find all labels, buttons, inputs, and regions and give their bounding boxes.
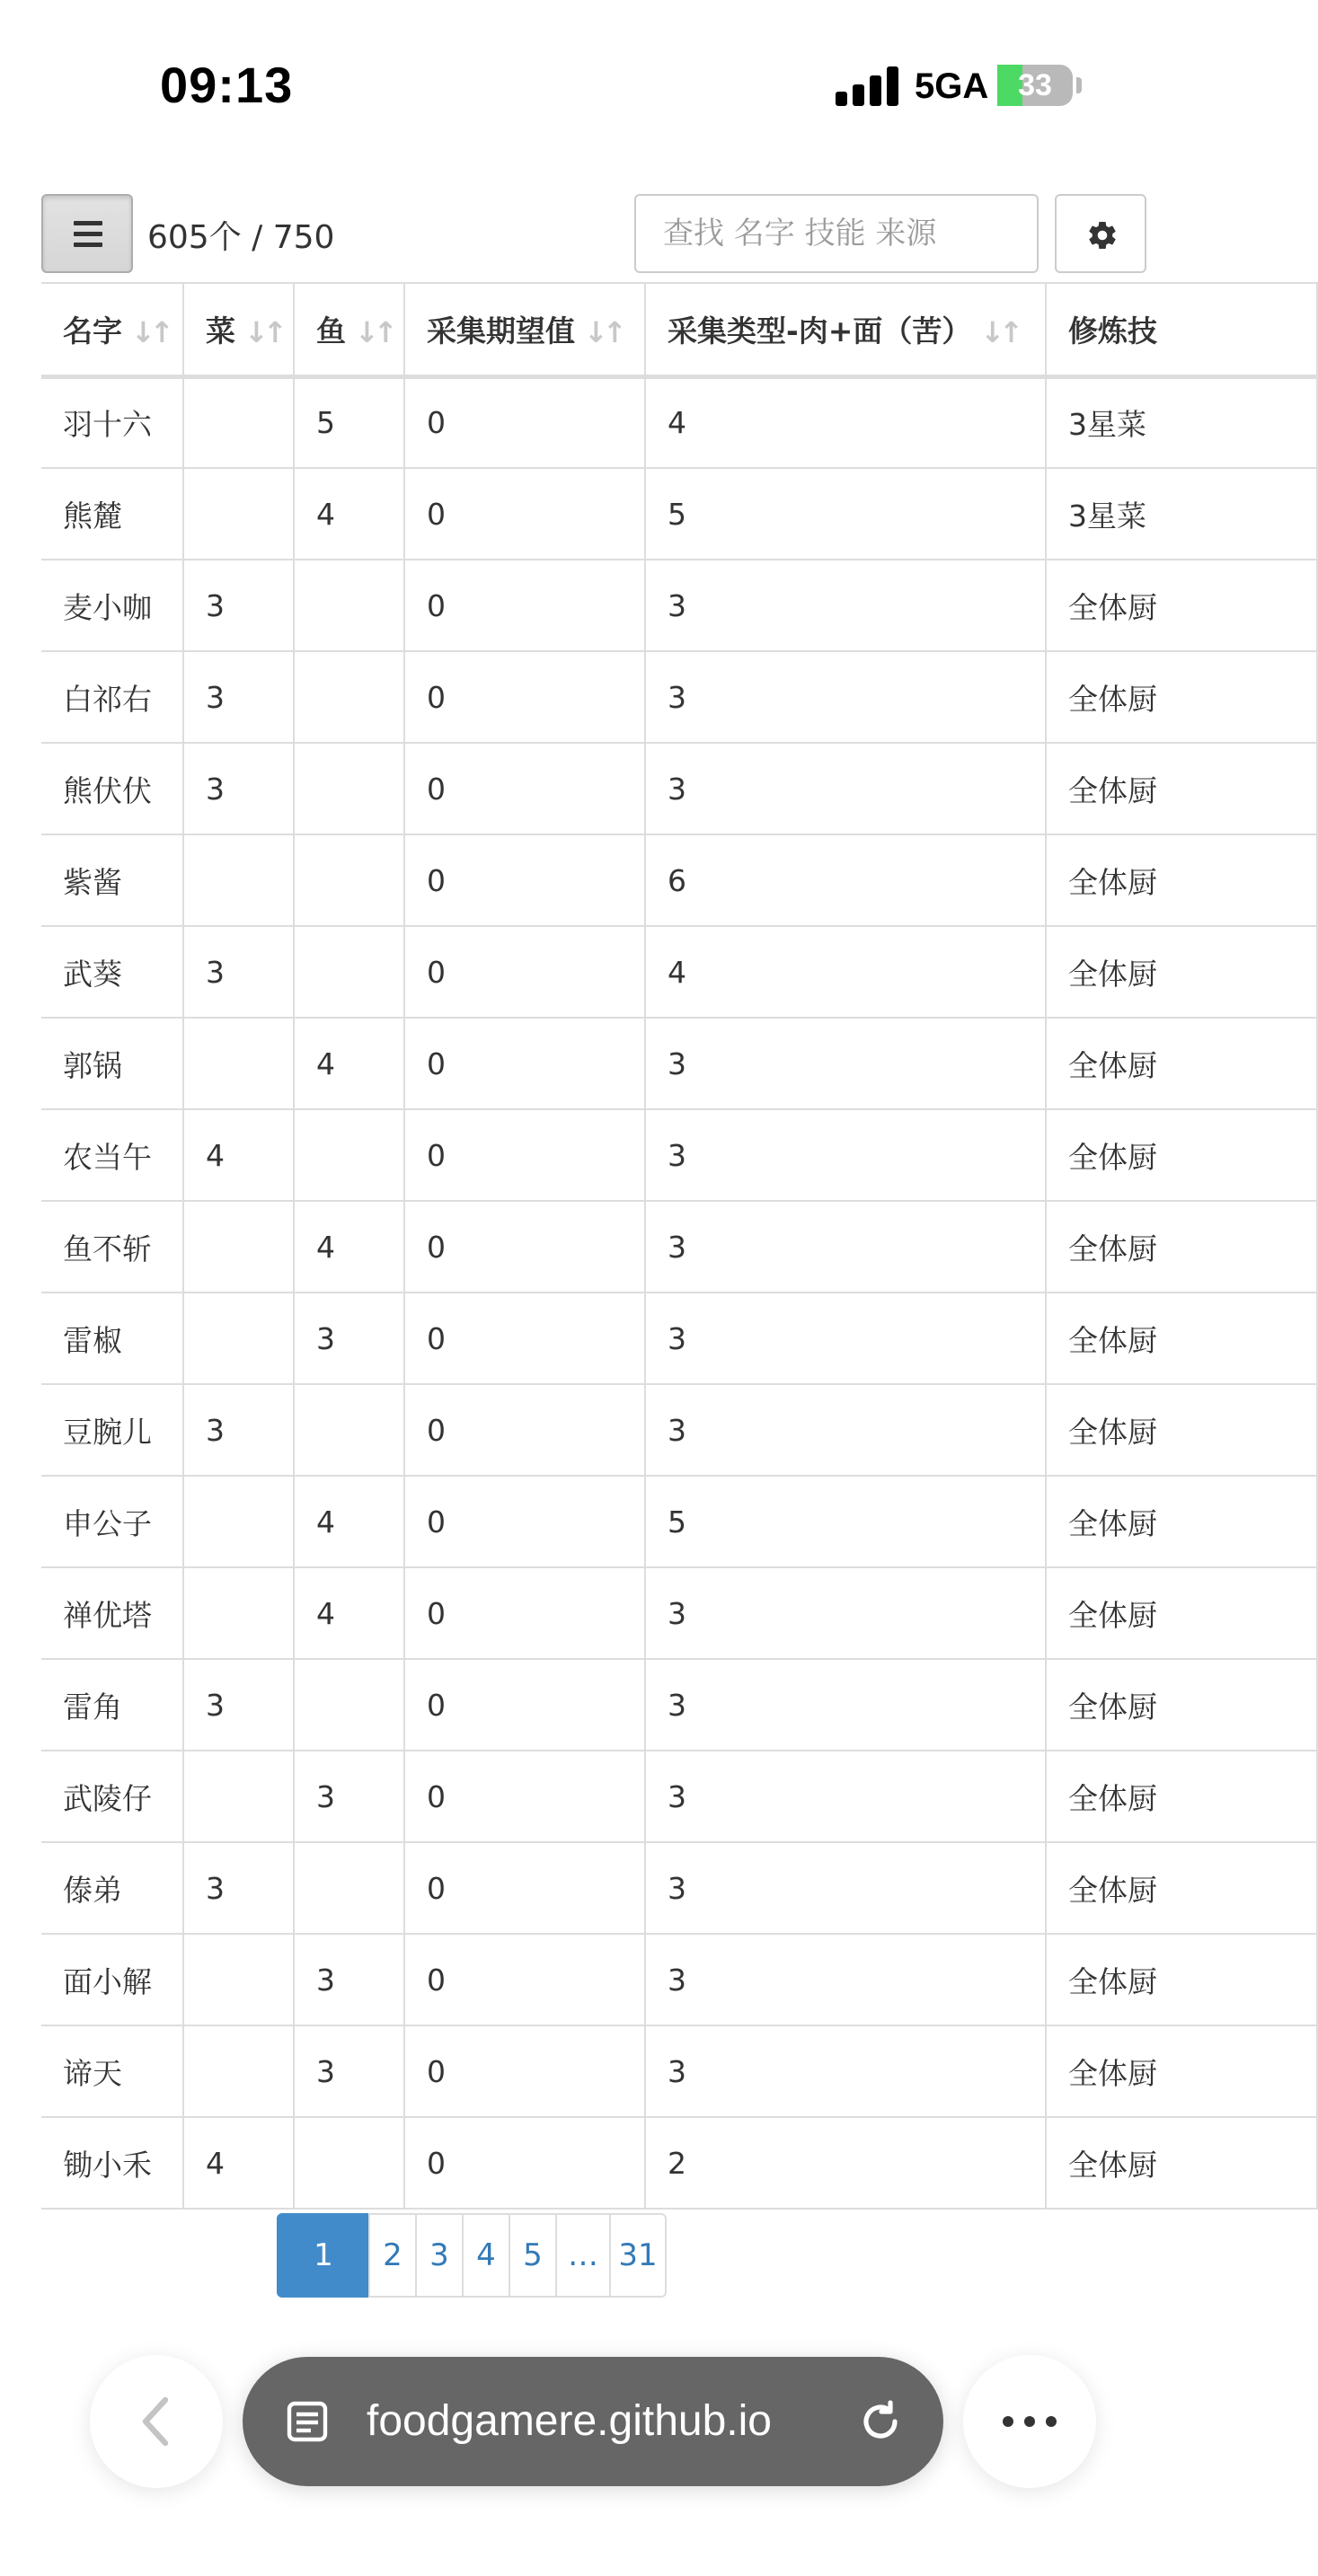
table-body	[41, 376, 1317, 2209]
page-button-2[interactable]: 2	[368, 2213, 417, 2298]
table-cell: 3	[294, 1934, 404, 2025]
table-row[interactable]	[41, 1934, 1317, 2025]
cell-name: 锄小禾	[41, 2117, 183, 2209]
table-cell: 3	[645, 1659, 1046, 1751]
table-cell	[294, 651, 404, 743]
page-button-31[interactable]: 31	[609, 2213, 667, 2298]
table-row[interactable]	[41, 1567, 1317, 1659]
table-cell	[183, 1934, 294, 2025]
table-row[interactable]	[41, 926, 1317, 1018]
table-header-row	[41, 283, 1317, 376]
table-cell: 3	[645, 2025, 1046, 2117]
table-cell: 0	[404, 1751, 645, 1842]
table-cell: 0	[404, 1659, 645, 1751]
table-row[interactable]	[41, 834, 1317, 926]
network-label: 5GA	[915, 66, 989, 106]
cell-name: 申公子	[41, 1476, 183, 1567]
column-header-label: 菜	[206, 313, 235, 348]
cell-name: 豆腕儿	[41, 1384, 183, 1476]
column-header-training-skill[interactable]	[1046, 283, 1317, 376]
column-header-label: 名字	[63, 313, 122, 348]
table-cell: 3	[645, 1384, 1046, 1476]
table-cell: 4	[294, 1201, 404, 1292]
reload-icon[interactable]	[855, 2396, 906, 2447]
menu-button[interactable]	[41, 194, 133, 273]
cell-name: 农当午	[41, 1109, 183, 1201]
table-cell: 3	[183, 743, 294, 834]
table-cell	[294, 2117, 404, 2209]
table-cell: 3	[645, 1751, 1046, 1842]
table-cell: 全体厨	[1046, 2117, 1317, 2209]
table-row[interactable]	[41, 468, 1317, 560]
table-cell	[183, 1201, 294, 1292]
table-cell: 全体厨	[1046, 1842, 1317, 1934]
column-header-fish[interactable]	[294, 283, 404, 376]
cell-name: 白祁右	[41, 651, 183, 743]
status-time: 09:13	[160, 57, 294, 113]
pagination-ellipsis: …	[555, 2213, 611, 2298]
gear-icon	[1086, 219, 1119, 251]
table-cell: 3	[645, 651, 1046, 743]
table-cell: 4	[645, 376, 1046, 468]
table-cell	[294, 743, 404, 834]
status-bar	[0, 0, 1186, 171]
column-header-name[interactable]	[41, 283, 183, 376]
table-row[interactable]	[41, 560, 1317, 651]
table-cell: 0	[404, 1842, 645, 1934]
table-row[interactable]	[41, 1292, 1317, 1384]
hamburger-menu-icon	[74, 221, 102, 248]
table-cell: 4	[294, 468, 404, 560]
table-cell: 3	[183, 651, 294, 743]
table-cell: 0	[404, 560, 645, 651]
chef-table	[41, 282, 1318, 2210]
table-cell: 全体厨	[1046, 1934, 1317, 2025]
table-cell: 0	[404, 376, 645, 468]
table-cell: 4	[294, 1018, 404, 1109]
table-row[interactable]	[41, 1109, 1317, 1201]
cell-name: 禅优塔	[41, 1567, 183, 1659]
table-cell: 0	[404, 1292, 645, 1384]
cell-name: 熊麓	[41, 468, 183, 560]
table-cell	[183, 2025, 294, 2117]
table-cell: 全体厨	[1046, 560, 1317, 651]
cell-name: 武陵仔	[41, 1751, 183, 1842]
signal-icon	[836, 66, 900, 106]
table-cell: 0	[404, 1109, 645, 1201]
table-cell: 全体厨	[1046, 834, 1317, 926]
page-button-1[interactable]: 1	[277, 2213, 370, 2298]
result-count: 605个 / 750	[147, 219, 335, 256]
more-dots-icon	[1003, 2416, 1057, 2427]
cell-name: 麦小咖	[41, 560, 183, 651]
sort-icon: ↓↑	[584, 315, 622, 350]
table-cell: 全体厨	[1046, 651, 1317, 743]
table-cell: 全体厨	[1046, 1292, 1317, 1384]
column-header-label: 修炼技	[1068, 313, 1157, 348]
url-bar[interactable]	[243, 2357, 943, 2486]
table-cell	[183, 468, 294, 560]
table-cell: 3	[183, 1659, 294, 1751]
table-row[interactable]	[41, 1842, 1317, 1934]
table-cell: 3	[645, 1934, 1046, 2025]
column-header-label: 鱼	[316, 313, 346, 348]
table-cell	[294, 1109, 404, 1201]
table-cell: 0	[404, 834, 645, 926]
battery-icon	[997, 65, 1073, 106]
url-text: foodgamere.github.io	[367, 2397, 772, 2445]
column-header-label: 采集期望值	[427, 313, 575, 348]
table-cell	[183, 1567, 294, 1659]
cell-name: 熊伏伏	[41, 743, 183, 834]
table-cell	[183, 1292, 294, 1384]
sort-icon: ↓↑	[355, 315, 393, 350]
table-cell: 5	[645, 1476, 1046, 1567]
table-cell: 3	[183, 1384, 294, 1476]
table-cell: 3	[645, 1567, 1046, 1659]
cell-name: 紫酱	[41, 834, 183, 926]
table-cell: 3	[183, 560, 294, 651]
sort-icon: ↓↑	[980, 315, 1018, 350]
table-cell	[294, 926, 404, 1018]
reader-icon	[284, 2398, 331, 2445]
table-row[interactable]	[41, 1384, 1317, 1476]
table-cell: 全体厨	[1046, 1567, 1317, 1659]
table-cell: 3星菜	[1046, 468, 1317, 560]
table-cell: 3	[645, 743, 1046, 834]
cell-name: 面小解	[41, 1934, 183, 2025]
table-cell: 3	[294, 1292, 404, 1384]
table-cell	[294, 834, 404, 926]
table-cell: 0	[404, 1201, 645, 1292]
page-button-3[interactable]: 3	[415, 2213, 464, 2298]
chevron-left-icon	[131, 2395, 181, 2448]
table-cell: 0	[404, 1018, 645, 1109]
column-header-label: 采集类型-肉+面（苦）	[668, 313, 972, 348]
table-cell: 2	[645, 2117, 1046, 2209]
table-cell: 3	[294, 1751, 404, 1842]
table-cell: 0	[404, 1567, 645, 1659]
table-row[interactable]	[41, 1476, 1317, 1567]
table-cell: 全体厨	[1046, 1384, 1317, 1476]
table-cell: 3	[183, 1842, 294, 1934]
table-cell: 0	[404, 743, 645, 834]
table-cell	[294, 1384, 404, 1476]
table-cell: 3	[645, 1201, 1046, 1292]
search-input[interactable]	[634, 194, 1039, 273]
page-button-5[interactable]: 5	[509, 2213, 557, 2298]
table-row[interactable]	[41, 743, 1317, 834]
settings-button[interactable]	[1055, 194, 1146, 273]
table-row[interactable]	[41, 1659, 1317, 1751]
more-button[interactable]	[963, 2355, 1096, 2488]
table-cell: 全体厨	[1046, 926, 1317, 1018]
table-cell: 0	[404, 2025, 645, 2117]
table-cell: 3	[183, 926, 294, 1018]
table-cell	[183, 834, 294, 926]
pagination	[277, 2213, 667, 2298]
table-cell: 6	[645, 834, 1046, 926]
table-cell	[183, 1751, 294, 1842]
sort-icon: ↓↑	[244, 315, 282, 350]
cell-name: 郭锅	[41, 1018, 183, 1109]
cell-name: 雷椒	[41, 1292, 183, 1384]
cell-name: 傣弟	[41, 1842, 183, 1934]
table-cell: 全体厨	[1046, 1751, 1317, 1842]
table-cell: 0	[404, 651, 645, 743]
table-cell: 4	[294, 1476, 404, 1567]
table-cell: 0	[404, 468, 645, 560]
table-cell: 3	[294, 2025, 404, 2117]
table-cell: 全体厨	[1046, 1109, 1317, 1201]
table-cell: 4	[645, 926, 1046, 1018]
table-cell: 0	[404, 1476, 645, 1567]
table-cell: 全体厨	[1046, 1018, 1317, 1109]
table-cell: 全体厨	[1046, 743, 1317, 834]
cell-name: 雷角	[41, 1659, 183, 1751]
cell-name: 谛天	[41, 2025, 183, 2117]
table-cell: 3	[645, 1109, 1046, 1201]
cell-name: 武葵	[41, 926, 183, 1018]
data-table-container[interactable]	[41, 282, 1157, 2208]
sort-icon: ↓↑	[131, 315, 169, 350]
table-cell: 4	[183, 2117, 294, 2209]
table-cell	[183, 1018, 294, 1109]
table-row[interactable]	[41, 2117, 1317, 2209]
table-cell: 3星菜	[1046, 376, 1317, 468]
table-row[interactable]	[41, 1201, 1317, 1292]
table-cell: 3	[645, 1842, 1046, 1934]
table-cell	[183, 376, 294, 468]
page-button-4[interactable]: 4	[462, 2213, 510, 2298]
table-cell: 3	[645, 560, 1046, 651]
table-row[interactable]	[41, 1751, 1317, 1842]
column-header-gather-type[interactable]	[645, 283, 1046, 376]
column-header-vegetable[interactable]	[183, 283, 294, 376]
table-cell: 0	[404, 1934, 645, 2025]
table-row[interactable]	[41, 376, 1317, 468]
table-row[interactable]	[41, 2025, 1317, 2117]
battery-cap	[1076, 77, 1082, 93]
table-cell: 全体厨	[1046, 1659, 1317, 1751]
table-cell: 0	[404, 2117, 645, 2209]
table-cell: 0	[404, 1384, 645, 1476]
table-cell	[294, 560, 404, 651]
cell-name: 羽十六	[41, 376, 183, 468]
column-header-gather-expectation[interactable]	[404, 283, 645, 376]
table-cell: 全体厨	[1046, 2025, 1317, 2117]
back-button[interactable]	[90, 2355, 223, 2488]
table-row[interactable]	[41, 651, 1317, 743]
table-cell	[294, 1842, 404, 1934]
battery-level: 33	[1018, 68, 1052, 102]
table-cell: 3	[645, 1018, 1046, 1109]
table-cell: 4	[294, 1567, 404, 1659]
table-cell: 4	[183, 1109, 294, 1201]
table-cell: 0	[404, 926, 645, 1018]
table-cell: 全体厨	[1046, 1201, 1317, 1292]
cell-name: 鱼不斩	[41, 1201, 183, 1292]
table-cell: 全体厨	[1046, 1476, 1317, 1567]
table-row[interactable]	[41, 1018, 1317, 1109]
table-cell: 5	[294, 376, 404, 468]
table-cell: 3	[645, 1292, 1046, 1384]
table-cell: 5	[645, 468, 1046, 560]
table-cell	[294, 1659, 404, 1751]
table-cell	[183, 1476, 294, 1567]
